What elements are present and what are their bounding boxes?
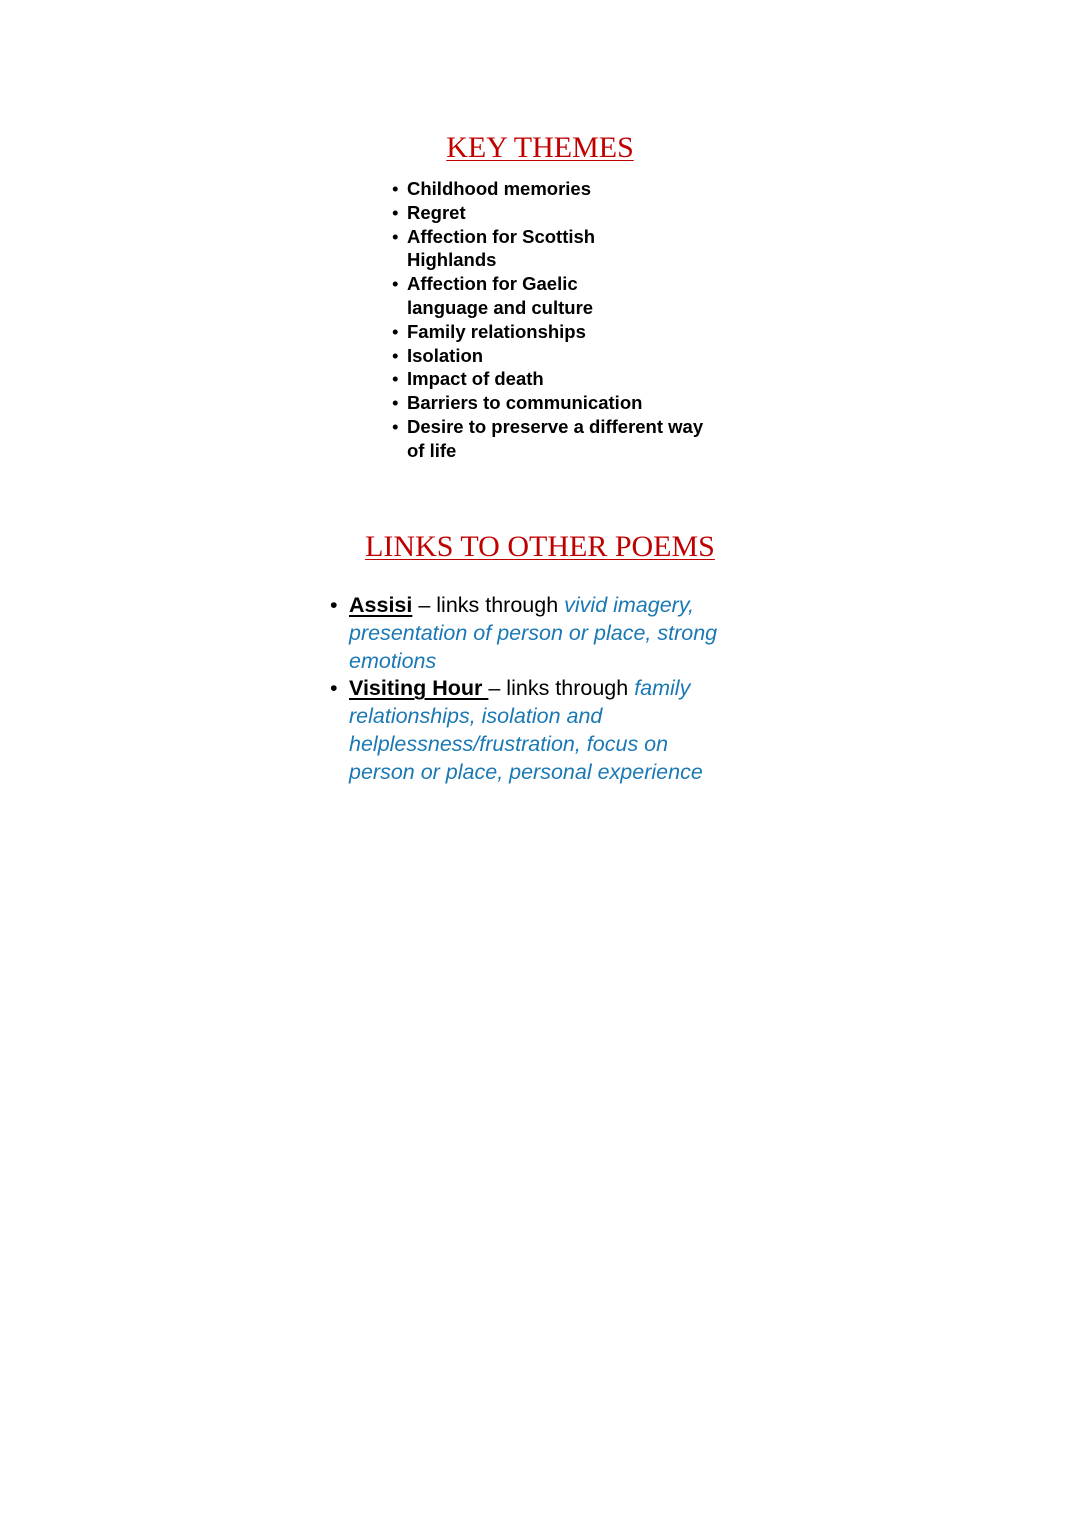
poem-link-item: [330, 592, 750, 675]
theme-item-label: Regret: [407, 201, 466, 223]
bullet-icon: •: [392, 344, 399, 366]
bullet-icon: •: [392, 201, 399, 223]
poem-link-item: [330, 675, 739, 786]
theme-item: [392, 177, 712, 201]
theme-item: [392, 344, 712, 368]
link-aspects: family relationships, isolation and helplessness/frustration, focus on person or place, personal experience: [349, 676, 703, 784]
links-to-other-poems-heading: LINKS TO OTHER POEMS: [365, 530, 715, 563]
bullet-icon: •: [330, 593, 338, 617]
theme-item-label: Affection for Scottish Highlands: [407, 225, 596, 271]
key-themes-heading: KEY THEMES: [446, 131, 634, 164]
theme-item: [392, 272, 622, 320]
theme-item-label: Childhood memories: [407, 178, 591, 199]
theme-item-label: Affection for Gaelic language and culture: [407, 273, 594, 318]
theme-item: [392, 225, 622, 273]
poem-title: Visiting Hour: [349, 676, 489, 701]
theme-item-label: Impact of death: [407, 368, 544, 390]
bullet-icon: •: [392, 225, 399, 247]
theme-item: [392, 367, 712, 391]
bullet-icon: •: [330, 676, 338, 701]
key-themes-list: [392, 177, 712, 463]
theme-item: [392, 320, 712, 344]
theme-item: [392, 391, 712, 415]
theme-item-label: Isolation: [407, 344, 484, 366]
theme-item-label: Family relationships: [407, 320, 586, 342]
poem-title: Assisi: [349, 593, 413, 617]
theme-item-label: Barriers to communication: [407, 392, 643, 414]
bullet-icon: •: [392, 273, 399, 295]
bullet-icon: •: [392, 178, 399, 199]
theme-item-label: Desire to preserve a different way of life: [407, 415, 704, 461]
bullet-icon: •: [392, 415, 399, 437]
bullet-icon: •: [392, 392, 399, 414]
link-aspects: vivid imagery, presentation of person or place, strong emotions: [349, 593, 718, 673]
poem-links-list: [330, 592, 750, 787]
bullet-icon: •: [392, 320, 399, 342]
link-connector: – links through: [488, 676, 635, 701]
theme-item: [392, 415, 707, 463]
bullet-icon: •: [392, 368, 399, 390]
theme-item: [392, 201, 712, 225]
link-connector: – links through: [412, 593, 565, 617]
